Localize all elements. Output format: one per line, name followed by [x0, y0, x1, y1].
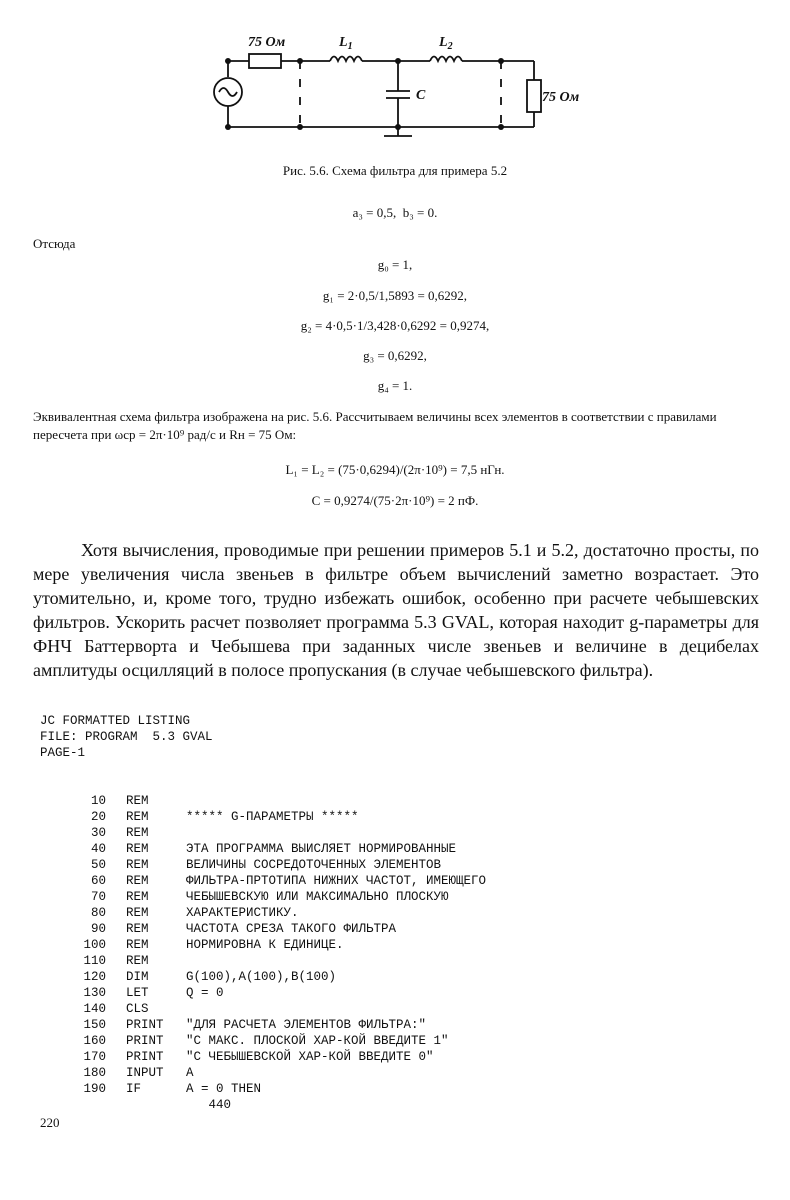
formula-g3: g₃ = 0,6292,: [363, 348, 427, 363]
line-number: 110: [83, 954, 106, 968]
statement-keyword: REM: [126, 842, 149, 856]
line-number: 150: [83, 1018, 106, 1032]
statement-keyword: CLS: [126, 1002, 149, 1016]
node-4: [297, 124, 303, 130]
statement-keyword: REM: [126, 858, 149, 872]
node-3: [297, 58, 303, 64]
statement-text: ФИЛЬТРА-ПРТОТИПА НИЖНИХ ЧАСТОТ, ИМЕЮЩЕГО: [186, 874, 487, 888]
line-number: 160: [83, 1034, 106, 1048]
statement-text: ЧЕБЫШЕВСКУЮ ИЛИ МАКСИМАЛЬНО ПЛОСКУЮ: [186, 890, 449, 904]
statement-text: "ДЛЯ РАСЧЕТА ЭЛЕМЕНТОВ ФИЛЬТРА:": [186, 1018, 427, 1032]
equivalent-circuit-paragraph: [33, 408, 759, 444]
line-number: 100: [83, 938, 106, 952]
line-number: 50: [90, 858, 106, 872]
statement-text: "С ЧЕБЫШЕВСКОЙ ХАР-КОЙ ВВЕДИТЕ 0": [186, 1050, 434, 1064]
line-number: 190: [83, 1082, 106, 1096]
code-line: [40, 985, 486, 1001]
line-number: 140: [83, 1002, 106, 1016]
statement-text: Q = 0: [186, 986, 224, 1000]
code-line: [40, 1001, 486, 1017]
node-2: [225, 124, 231, 130]
statement-keyword: REM: [126, 874, 149, 888]
load-resistor: [527, 80, 541, 112]
statement-text: A = 0 THEN: [186, 1082, 262, 1096]
code-line: [40, 857, 486, 873]
statement-keyword: DIM: [126, 970, 149, 984]
code-line: [40, 793, 486, 809]
capacitor-label: C: [416, 88, 426, 103]
code-line: [40, 1033, 486, 1049]
node-8: [498, 124, 504, 130]
listing-header: [40, 713, 213, 761]
hence-label: Отсюда: [33, 236, 76, 251]
formula-g1: g₁ = 2·0,5/1,5893 = 0,6292,: [322, 288, 468, 303]
code-line: [40, 905, 486, 921]
statement-text: G(100),A(100),B(100): [186, 970, 337, 984]
source-resistor-label: 75 Ом: [248, 35, 286, 50]
statement-text: ХАРАКТЕРИСТИКУ.: [186, 906, 299, 920]
listing-header-line-3: PAGE-1: [40, 746, 86, 760]
statement-keyword: REM: [126, 954, 149, 968]
page-number: 220: [40, 1115, 60, 1130]
line-number: 40: [90, 842, 106, 856]
line-number: 180: [83, 1066, 106, 1080]
program-listing: [40, 793, 486, 1113]
statement-text: "С МАКС. ПЛОСКОЙ ХАР-КОЙ ВВЕДИТЕ 1": [186, 1034, 449, 1048]
statement-keyword: PRINT: [126, 1018, 164, 1032]
inductor-l1: [330, 57, 362, 62]
code-line: [40, 1097, 486, 1113]
statement-keyword: IF: [126, 1082, 142, 1096]
statement-text: A: [186, 1066, 194, 1080]
statement-keyword: PRINT: [126, 1034, 164, 1048]
statement-keyword: REM: [126, 826, 149, 840]
line-number: 120: [83, 970, 106, 984]
equivalent-circuit-text: Эквивалентная схема фильтра изображена на рис. 5.6. Рассчитываем величины всех элементов в соответствии с правилами пересчета при ωср = 2π·10⁹ рад/с и Rн = 75 Ом:: [33, 409, 717, 442]
statement-keyword: REM: [126, 938, 149, 952]
node-6: [395, 124, 401, 130]
code-line: [40, 825, 486, 841]
statement-keyword: REM: [126, 810, 149, 824]
line-number: 170: [83, 1050, 106, 1064]
statement-text: ЧАСТОТА СРЕЗА ТАКОГО ФИЛЬТРА: [186, 922, 397, 936]
formula-g0: g₀ = 1,: [377, 257, 413, 272]
statement-keyword: INPUT: [126, 1066, 164, 1080]
filter-circuit-diagram: [0, 0, 790, 150]
statement-keyword: LET: [126, 986, 149, 1000]
l1-label: $L_1$: [339, 35, 353, 52]
line-number: 20: [90, 810, 106, 824]
statement-keyword: REM: [126, 906, 149, 920]
line-number: 90: [90, 922, 106, 936]
statement-keyword: REM: [126, 890, 149, 904]
node-7: [498, 58, 504, 64]
line-number: 70: [90, 890, 106, 904]
formula-g2: g₂ = 4·0,5·1/3,428·0,6292 = 0,9274,: [300, 318, 490, 333]
code-line: [40, 1049, 486, 1065]
figure-caption: Рис. 5.6. Схема фильтра для примера 5.2: [282, 163, 508, 178]
listing-header-line-2: FILE: PROGRAM 5.3 GVAL: [40, 730, 213, 744]
line-number: 10: [90, 794, 106, 808]
statement-text: НОРМИРОВНА К ЕДИНИЦЕ.: [186, 938, 344, 952]
node-5: [395, 58, 401, 64]
statement-keyword: REM: [126, 922, 149, 936]
code-line: [40, 889, 486, 905]
formula-capacitance: C = 0,9274/(75·2π·10⁹) = 2 пФ.: [311, 493, 479, 508]
code-line: [40, 841, 486, 857]
formula-inductance: L₁ = L₂ = (75·0,6294)/(2π·10⁹) = 7,5 нГн.: [285, 462, 505, 477]
line-number: 80: [90, 906, 106, 920]
code-line: [40, 969, 486, 985]
code-line: [40, 1081, 486, 1097]
formula-g4: g₄ = 1.: [377, 378, 413, 393]
code-line: [40, 1065, 486, 1081]
line-number: 30: [90, 826, 106, 840]
statement-keyword: REM: [126, 794, 149, 808]
load-resistor-label: 75 Ом: [542, 90, 580, 105]
code-line: [40, 953, 486, 969]
code-line: [40, 1017, 486, 1033]
line-number: 130: [83, 986, 106, 1000]
code-line: [40, 809, 486, 825]
statement-keyword: PRINT: [126, 1050, 164, 1064]
statement-text: ЭТА ПРОГРАММА ВЫИСЛЯЕТ НОРМИРОВАННЫЕ: [186, 842, 457, 856]
inductor-l2: [430, 57, 462, 62]
statement-text: 440: [186, 1098, 232, 1112]
main-paragraph: Хотя вычисления, проводимые при решении примеров 5.1 и 5.2, достаточно просты, по мере увеличения числа звеньев в фильтре объем вычислений заметно возрастает. Это утомительно, и, кроме того, трудно избежать ошибок, особенно при расчете чебышевских фильтров. Ускорить расчет позволяет программа 5.3 GVAL, которая находит g-параметры для ФНЧ Баттерворта и Чебышева при заданных числе звеньев и величине в децибелах амплитуды осцилляций в полосе пропускания (в случае чебышевского фильтра).: [33, 540, 759, 680]
statement-text: ***** G-ПАРАМЕТРЫ *****: [186, 810, 359, 824]
node-1: [225, 58, 231, 64]
ac-source-wave: [219, 88, 237, 96]
formula-a3: a₃ = 0,5, b₃ = 0.: [352, 205, 438, 220]
l2-label: $L_2$: [439, 35, 453, 52]
code-line: [40, 873, 486, 889]
code-line: [40, 937, 486, 953]
code-line: [40, 921, 486, 937]
statement-text: ВЕЛИЧИНЫ СОСРЕДОТОЧЕННЫХ ЭЛЕМЕНТОВ: [186, 858, 442, 872]
listing-header-line-1: JC FORMATTED LISTING: [40, 714, 191, 728]
source-resistor: [249, 54, 281, 68]
line-number: 60: [90, 874, 106, 888]
